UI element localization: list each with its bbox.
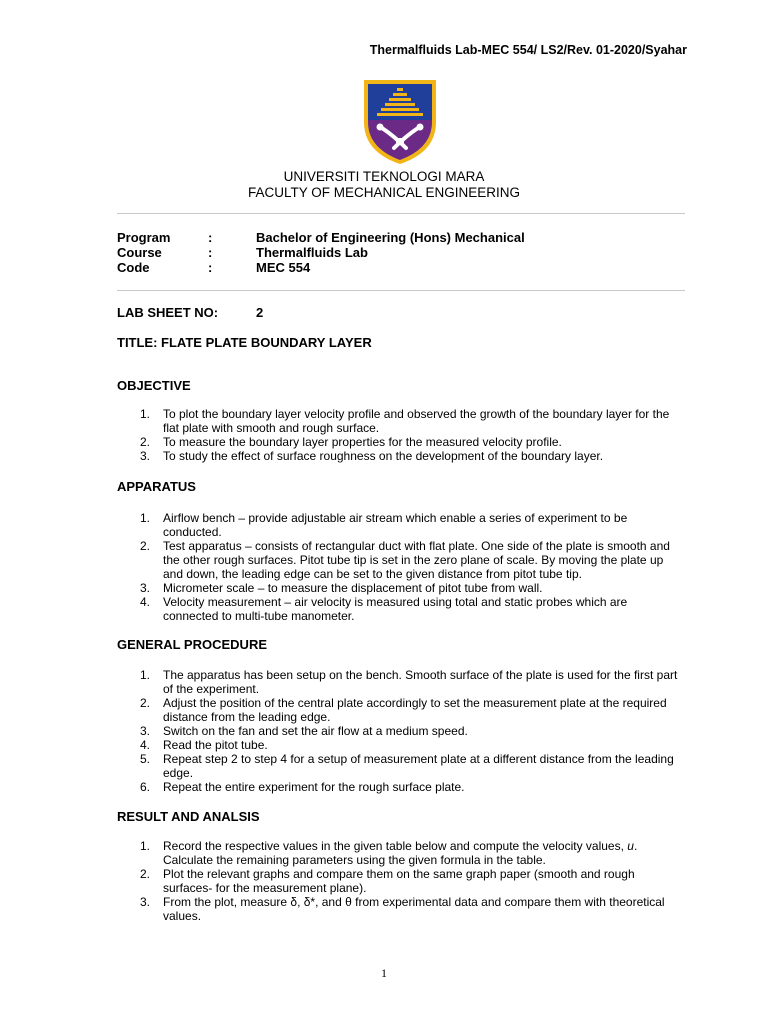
info-row-program [117,230,525,245]
item-text: Repeat step 2 to step 4 for a setup of measurement plate at a different distance from the leading edge. [163,752,674,780]
apparatus-list [140,511,680,623]
list-item [140,435,680,449]
item-number: 6. [140,780,151,794]
item-number: 1. [140,511,151,525]
result-list [140,839,680,923]
info-row-course [117,245,525,260]
lab-sheet-value: 2 [256,305,264,320]
list-item [140,407,680,435]
item-text: Micrometer scale – to measure the displacement of pitot tube from wall. [163,581,543,595]
item-text [163,839,680,867]
info-value: MEC 554 [256,260,311,275]
list-item [140,595,680,623]
list-item [140,449,680,463]
uitm-crest-logo [360,76,440,166]
item-text: To study the effect of surface roughness on the development of the boundary layer. [163,449,604,463]
lab-title: TITLE: FLATE PLATE BOUNDARY LAYER [117,335,372,350]
item-text: Velocity measurement – air velocity is measured using total and static probes which are connected to multi-tube manometer. [163,595,628,623]
faculty-name: FACULTY OF MECHANICAL ENGINEERING [247,185,521,200]
item-number: 4. [140,738,151,752]
objective-list [140,407,680,463]
section-heading-result: RESULT AND ANALSIS [117,809,260,824]
lab-sheet-label: LAB SHEET NO: [117,305,219,320]
info-colon: : [208,230,213,245]
procedure-list [140,668,680,794]
item-number: 1. [140,839,151,853]
section-heading-procedure: GENERAL PROCEDURE [117,637,268,652]
item-text: Switch on the fan and set the air flow at a medium speed. [163,724,468,738]
info-label: Course [117,245,162,260]
item-number: 2. [140,867,151,881]
info-label: Program [117,230,171,245]
item-text: Repeat the entire experiment for the rough surface plate. [163,780,465,794]
info-value: Bachelor of Engineering (Hons) Mechanical [256,230,525,245]
section-heading-apparatus: APPARATUS [117,479,196,494]
list-item [140,752,680,780]
list-item [140,511,680,539]
item-number: 1. [140,407,151,421]
info-value: Thermalfluids Lab [256,245,368,260]
list-item [140,895,680,923]
list-item [140,839,680,867]
list-item [140,696,680,724]
item-number: 3. [140,581,151,595]
document-reference: Thermalfluids Lab-MEC 554/ LS2/Rev. 01-2020/Syahar [369,43,687,57]
item-text: The apparatus has been setup on the bench. Smooth surface of the plate is used for the first part of the experiment. [163,668,678,696]
item-number: 4. [140,595,151,609]
list-item [140,780,680,794]
item-number: 2. [140,696,151,710]
item-text: Read the pitot tube. [163,738,268,752]
university-name: UNIVERSITI TEKNOLOGI MARA [283,169,485,184]
divider [117,290,685,291]
item-number: 3. [140,724,151,738]
list-item [140,539,680,581]
info-label: Code [117,260,150,275]
item-number: 3. [140,449,151,463]
item-text-part: Record the respective values in the given table below and compute the velocity values, [163,839,628,853]
item-text: Adjust the position of the central plate accordingly to set the measurement plate at the required distance from the leading edge. [163,696,667,724]
item-text: Plot the relevant graphs and compare them on the same graph paper (smooth and rough surfaces- for the measurement plane). [163,867,635,895]
item-text: From the plot, measure δ, δ*, and θ from experimental data and compare them with theoretical values. [163,895,665,923]
item-number: 2. [140,435,151,449]
info-colon: : [208,260,213,275]
section-heading-objective: OBJECTIVE [117,378,191,393]
list-item [140,724,680,738]
list-item [140,738,680,752]
list-item [140,867,680,895]
divider [117,213,685,214]
list-item [140,668,680,696]
item-text: Airflow bench – provide adjustable air stream which enable a series of experiment to be conducted. [163,511,628,539]
velocity-symbol: u [627,839,634,853]
list-item [140,581,680,595]
item-number: 5. [140,752,151,766]
info-row-code [117,260,525,275]
item-text: To plot the boundary layer velocity profile and observed the growth of the boundary layer for the flat plate with smooth and rough surface. [163,407,670,435]
item-text: To measure the boundary layer properties for the measured velocity profile. [163,435,562,449]
item-number: 2. [140,539,151,553]
item-text: Test apparatus – consists of rectangular duct with flat plate. One side of the plate is smooth and the other rough surfaces. Pitot tube tip is set in the zero plane of scale. By moving the plate up and down, the leading edge can be set to the given distance from pitot tube tip. [163,539,670,581]
crest-icon [360,76,440,166]
item-text-part: . Calculate the remaining parameters using the given formula in the table. [163,839,638,867]
course-info [117,230,525,275]
info-colon: : [208,245,213,260]
item-number: 3. [140,895,151,909]
lab-sheet-number [117,305,263,320]
item-number: 1. [140,668,151,682]
page-number: 1 [381,966,387,980]
